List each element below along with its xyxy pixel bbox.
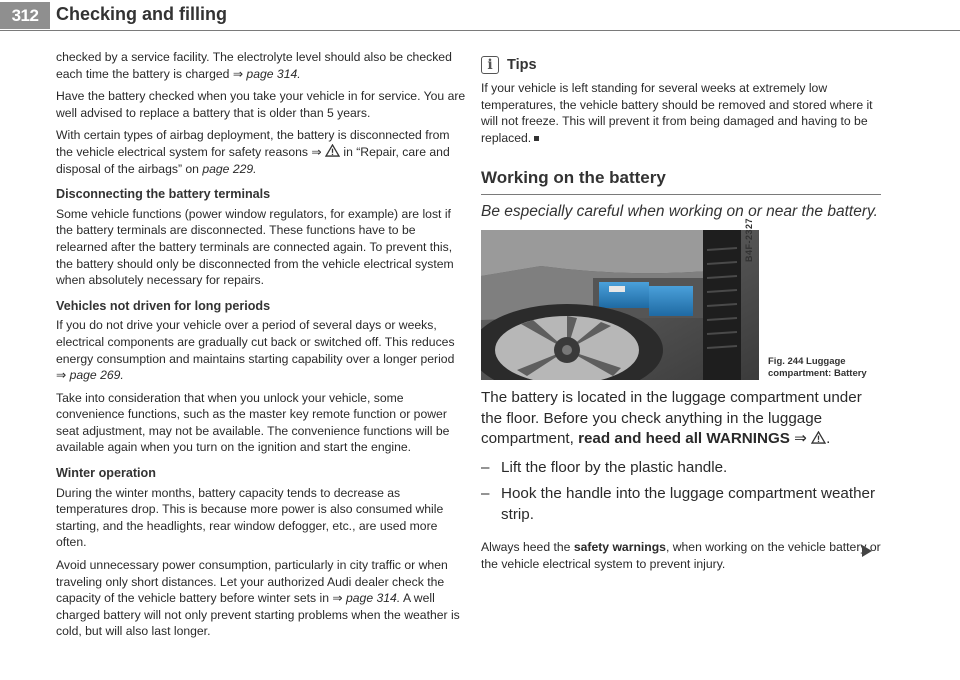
warnings-emphasis: read and heed all WARNINGS (578, 430, 790, 447)
section-intro: Be especially careful when working on or near the battery. (481, 203, 878, 221)
page-reference-link[interactable]: ⇒ page 314. (232, 66, 301, 81)
text: checked by a service facility. The electrolyte level should also be checked each time the battery is charged (56, 50, 452, 81)
list-item: – Hook the handle into the luggage compartment weather strip. (481, 484, 886, 525)
warning-triangle-icon (811, 431, 826, 444)
page-reference-link[interactable]: page 229. (202, 161, 257, 176)
text: , when working on the vehicle battery or the vehicle electrical system to prevent injury. (481, 540, 881, 571)
text: If you do not drive your vehicle over a period of several days or weeks, electrical components are gradually cut back or switched off. This reduces energy consumption and maintains starting capability over a longer period (56, 318, 455, 366)
right-column (481, 56, 881, 221)
caption-line: compartment: Battery (768, 368, 867, 379)
battery-left (599, 282, 649, 308)
paragraph-disconnecting: Some vehicle functions (power window regulators, for example) are lost if the battery terminals are disconnected. These functions have to be relearned after the battery terminals are connected again. To prevent this, the battery should only be disconnected from the vehicle electrical system when absolutely necessary for repairs. (56, 206, 454, 288)
figure-caption (768, 356, 867, 380)
section-title: Working on the battery (481, 168, 666, 188)
text: With certain types of airbag deployment, the battery is disconnected from the vehicle electrical system for safety reasons (56, 128, 450, 159)
battery-instructions (481, 388, 886, 572)
end-of-section-icon (534, 136, 539, 141)
safety-emphasis: safety warnings (573, 540, 666, 554)
steps-list (481, 458, 886, 526)
header-rule (0, 30, 960, 31)
safety-note (481, 539, 886, 572)
paragraph-electrolyte (56, 49, 466, 82)
paragraph-winter: During the winter months, battery capacity tends to decrease as temperatures drop. This is because more power is also consumed while starting, and the headlights, rear window defogger, etc., are used more often. (56, 485, 444, 550)
reference-arrow: ⇒ (789, 430, 812, 447)
tips-title: Tips (507, 57, 537, 73)
heading-not-driven: Vehicles not driven for long periods (56, 298, 271, 313)
text: in “Repair, care and disposal of the airbags” on (56, 144, 450, 176)
paragraph-service: Have the battery checked when you take your vehicle in for service. You are well advised to replace a battery that is older than 5 years. (56, 89, 466, 120)
warning-triangle-icon (325, 144, 340, 157)
text: Avoid unnecessary power consumption, particularly in city traffic or when traveling only short distances. Let your authorized Audi dealer check the capacity of the vehicle battery before winter sets in (56, 558, 448, 606)
text: . (826, 430, 831, 447)
tips-text (481, 80, 881, 146)
paragraph-power-consumption (56, 557, 466, 640)
text: If your vehicle is left standing for several weeks at extremely low temperatures, the vehicle battery should be removed and stored where it will not freeze. This will prevent it from being damaged and having to be replaced. (481, 81, 873, 145)
paragraph-airbag (56, 127, 466, 177)
heading-disconnecting: Disconnecting the battery terminals (56, 187, 271, 202)
text: The battery is located in the luggage compartment under the floor. Before you check anything in the luggage compartment, (481, 389, 862, 447)
caption-line: Fig. 244 Luggage (768, 356, 846, 367)
page-header (0, 0, 960, 36)
paragraph-convenience: Take into consideration that when you unlock your vehicle, some convenience functions, such as the master key remote function or power seat adjustment, may not be available. The convenience functions will be available again when you turn on the ignition and start the engine. (56, 390, 450, 455)
figure-code: B4F-2327 (744, 217, 754, 262)
continue-arrow-icon[interactable] (862, 545, 872, 557)
page-number: 312 (0, 2, 50, 29)
list-item: – Lift the floor by the plastic handle. (481, 458, 886, 479)
left-column (56, 49, 466, 646)
paragraph-not-driven (56, 317, 466, 383)
heading-winter: Winter operation (56, 466, 156, 481)
battery-right (649, 286, 693, 316)
chapter-title: Checking and filling (56, 4, 228, 24)
text: Always heed the (481, 540, 574, 554)
battery-location-text (481, 388, 886, 450)
page-reference-link[interactable]: ⇒ page 314. (332, 591, 401, 606)
info-icon: i (481, 56, 499, 74)
page-reference-link[interactable]: ⇒ page 269. (56, 368, 124, 383)
tips-header (481, 56, 881, 74)
reference-arrow: ⇒ (311, 144, 322, 159)
luggage-compartment-illustration (481, 230, 759, 380)
battery-figure (481, 230, 759, 380)
text: A well charged battery will not only prevent starting problems when the weather is cold, but will also last longer. (56, 591, 460, 639)
section-rule (481, 194, 881, 195)
